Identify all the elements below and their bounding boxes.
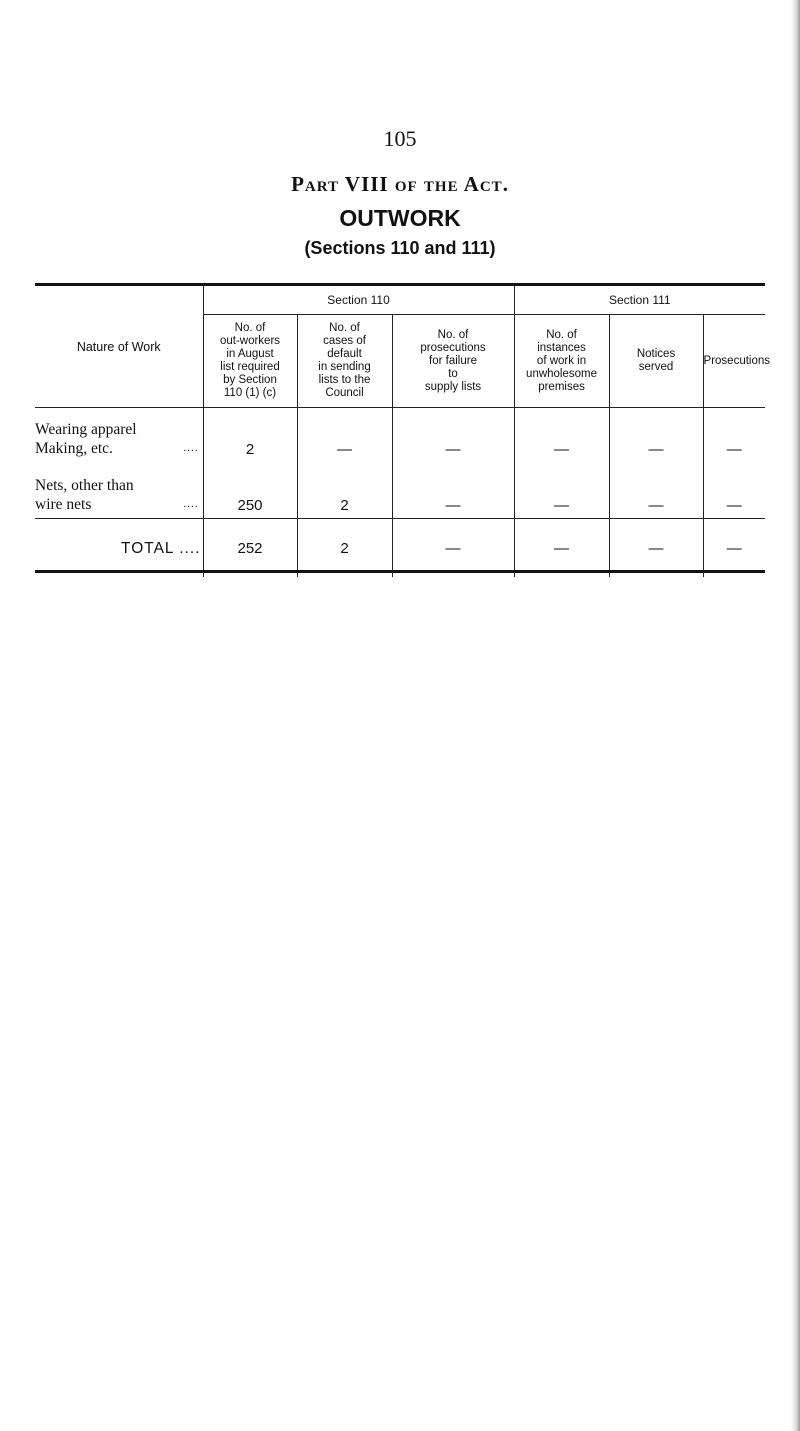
table-row (35, 408, 765, 463)
table-cell: 2 (297, 462, 392, 519)
column-header-notices-served: Notices served (609, 315, 703, 408)
table-cell: — (514, 408, 609, 463)
table-cell: — (703, 462, 765, 519)
table-bottom-rule (35, 570, 765, 573)
row-label-nets: Nets, other than wire nets .... (35, 462, 203, 519)
table-total-row (35, 519, 765, 578)
table-cell: — (703, 408, 765, 463)
column-header-prosecutions: Prosecutions (703, 315, 765, 408)
column-header-prosecutions-lists: No. of prosecutions for failure to supply lists (392, 315, 514, 408)
part-title: Part VIII of the Act. (291, 172, 509, 196)
table-cell: — (609, 462, 703, 519)
table-cell: — (392, 462, 514, 519)
section-111-header: Section 111 (514, 286, 765, 315)
outwork-table (35, 286, 771, 577)
table-cell: 2 (203, 408, 297, 463)
page-number: 105 (383, 126, 417, 151)
table-cell: — (297, 408, 392, 463)
total-label: TOTAL .... (121, 539, 201, 557)
table-row (35, 462, 765, 519)
column-header-unwholesome-premises: No. of instances of work in unwholesome premises (514, 315, 609, 408)
table-cell: 252 (203, 519, 297, 578)
table-cell: — (392, 408, 514, 463)
section-110-header: Section 110 (203, 286, 514, 315)
column-header-default-cases: No. of cases of default in sending lists to the Council (297, 315, 392, 408)
document-heading: OUTWORK (339, 205, 461, 231)
table-cell: — (609, 519, 703, 578)
table-cell: — (703, 519, 765, 578)
table-cell: — (392, 519, 514, 578)
document-subheading: (Sections 110 and 111) (304, 238, 496, 258)
nature-of-work-header: Nature of Work (35, 286, 203, 408)
column-header-out-workers: No. of out-workers in August list required by Section 110 (1) (c) (203, 315, 297, 408)
table-cell: — (514, 462, 609, 519)
page-edge-shadow (791, 0, 800, 1431)
table-header-row-sections (35, 286, 765, 315)
row-label-wearing-apparel: Wearing apparel Making, etc. .... (35, 421, 199, 457)
table-cell: — (514, 519, 609, 578)
table-cell: 250 (203, 462, 297, 519)
table-cell: — (609, 408, 703, 463)
table-cell: 2 (297, 519, 392, 578)
